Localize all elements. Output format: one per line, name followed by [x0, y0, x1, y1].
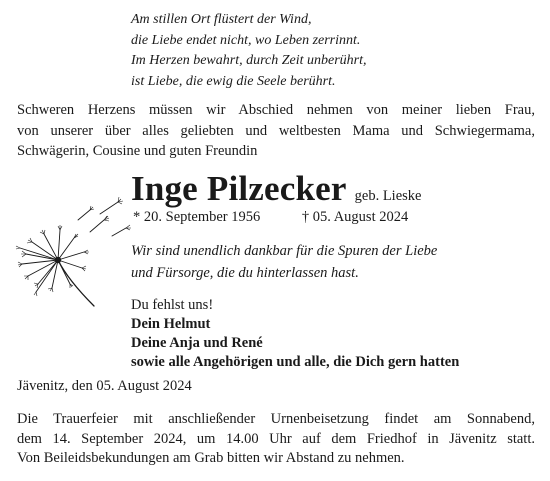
thanks-line: und Fürsorge, die du hinterlassen hast.: [131, 265, 359, 281]
place-date: Jävenitz, den 05. August 2024: [17, 378, 192, 394]
name-heading: [131, 169, 421, 209]
poem-line: die Liebe endet nicht, wo Leben zerrinnt.: [131, 32, 361, 48]
poem-line: Am stillen Ort flüstert der Wind,: [131, 12, 312, 27]
maiden-name: geb. Lieske: [354, 188, 422, 204]
service-line: Von Beileidsbekundungen am Grab bitten wir Abstand zu nehmen.: [17, 450, 405, 466]
intro-line: Schweren Herzens müssen wir Abschied nehmen von meiner lieben Frau,: [17, 102, 535, 118]
signer-line: Du fehlst uns!: [131, 297, 214, 313]
intro-line: Schwägerin, Cousine und guten Freundin: [17, 143, 258, 159]
intro-line: von unserer über alles geliebten und weltbesten Mama und Schwiegermama,: [17, 122, 535, 139]
thanks-text: [131, 240, 437, 284]
service-line: Die Trauerfeier mit anschließender Urnenbeisetzung findet am Sonnabend,: [17, 411, 535, 427]
death-date: † 05. August 2024: [301, 209, 409, 225]
intro-text: [17, 100, 535, 162]
deceased-name: Inge Pilzecker: [131, 169, 347, 208]
thanks-line: Wir sind unendlich dankbar für die Spuren der Liebe: [131, 243, 438, 259]
service-line: dem 14. September 2024, um 14.00 Uhr auf dem Friedhof in Jävenitz statt.: [17, 430, 535, 447]
dandelion-icon: [8, 196, 140, 308]
signers: [131, 296, 459, 372]
poem-line: ist Liebe, die ewig die Seele berührt.: [131, 73, 336, 89]
signer-line: sowie alle Angehörigen und alle, die Dich gern hatten: [131, 354, 460, 370]
signer-line: Dein Helmut: [131, 316, 211, 332]
service-info: [17, 410, 535, 469]
poem-line: Im Herzen bewahrt, durch Zeit unberührt,: [131, 53, 367, 68]
birth-date: * 20. September 1956: [133, 209, 261, 225]
poem: [131, 10, 367, 92]
signer-line: Deine Anja und René: [131, 335, 263, 351]
life-dates: [133, 209, 408, 226]
